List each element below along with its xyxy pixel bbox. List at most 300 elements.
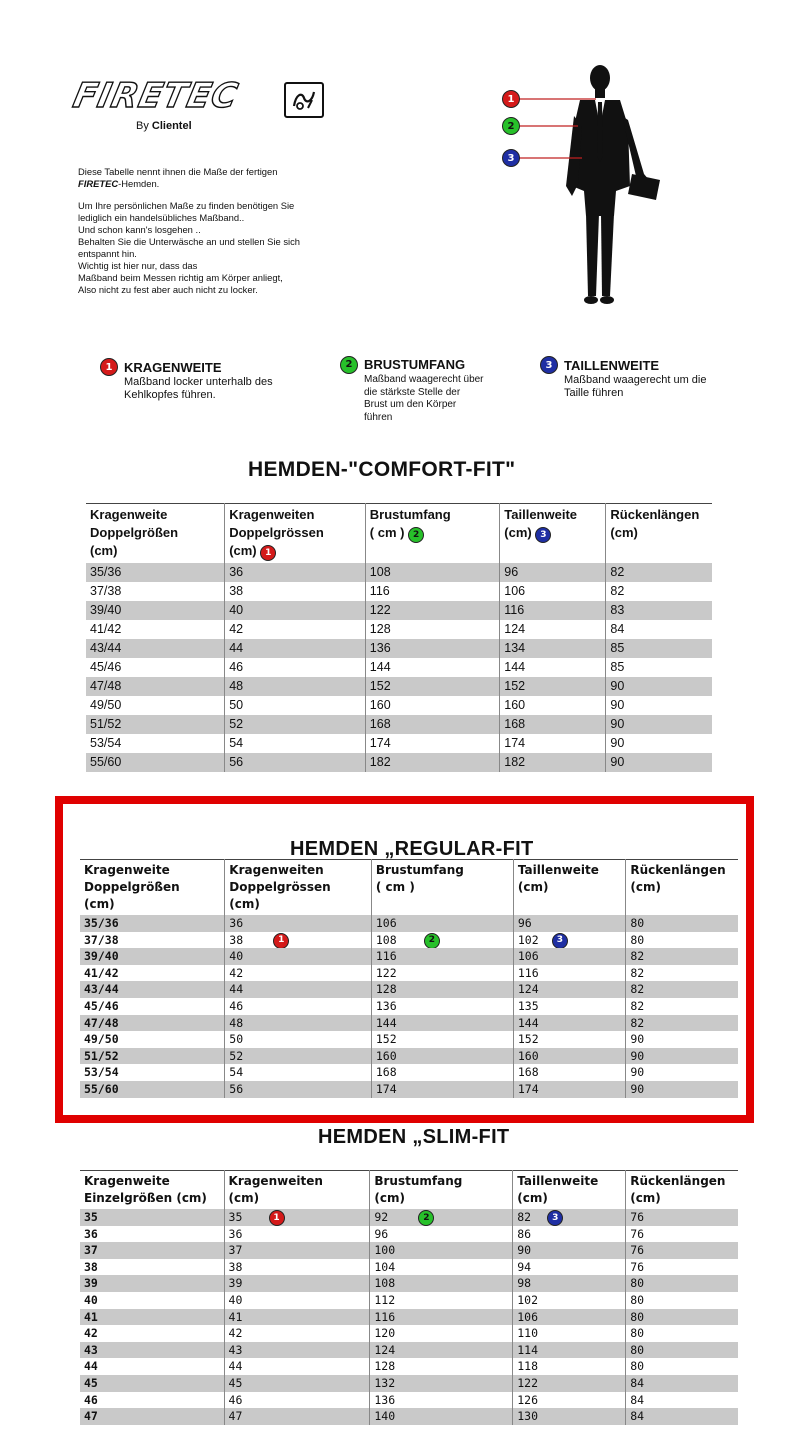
table-cell — [86, 658, 225, 677]
cell-value: 50 — [229, 698, 244, 712]
column-header — [225, 504, 366, 564]
cell-value: 116 — [517, 965, 539, 980]
cell-value: 82 — [630, 1015, 645, 1030]
table-cell — [365, 658, 499, 677]
cell-value: 152 — [369, 679, 391, 693]
slim-fit-table — [80, 1170, 738, 1425]
table-cell — [80, 1209, 224, 1226]
table-cell — [513, 932, 626, 949]
marker-3-icon: 3 — [547, 1210, 563, 1226]
table-row — [86, 734, 712, 753]
cell-value: 108 — [369, 565, 391, 579]
table-cell — [225, 639, 366, 658]
table-cell — [606, 620, 712, 639]
cell-value: 50 — [229, 1032, 244, 1047]
column-header-line: Taillenweite — [504, 507, 578, 522]
cell-value: 160 — [504, 698, 526, 712]
cell-value: 82 — [630, 965, 645, 980]
cell-value: 41 — [84, 1309, 98, 1324]
table-cell — [371, 1031, 513, 1048]
cell-value: 108 — [374, 1276, 396, 1291]
table-cell — [80, 965, 225, 982]
cell-value: 126 — [517, 1392, 539, 1407]
table-cell — [500, 658, 606, 677]
column-header — [626, 860, 738, 916]
cell-value: 43 — [228, 1342, 243, 1357]
cell-value: 45 — [228, 1375, 243, 1390]
cell-value: 168 — [504, 717, 526, 731]
table-row — [80, 1031, 738, 1048]
intro-paragraph-2 — [78, 200, 368, 296]
comfort-fit-title: HEMDEN-"COMFORT-FIT" — [248, 458, 516, 481]
cell-value: 36 — [228, 1226, 243, 1241]
legend-desc-line: Maßband locker unterhalb des — [124, 376, 273, 388]
legend-taillenweite — [540, 356, 760, 400]
cell-value: 168 — [375, 1065, 397, 1080]
column-header-line: (cm) — [610, 525, 638, 540]
cell-value: 136 — [375, 998, 397, 1013]
table-cell — [500, 753, 606, 772]
table-row — [80, 1275, 738, 1292]
cell-value: 39 — [228, 1276, 243, 1291]
table-cell — [513, 1292, 626, 1309]
table-cell — [365, 753, 499, 772]
byline-company: Clientel — [151, 120, 192, 132]
column-header — [365, 504, 499, 564]
marker-1-icon: 1 — [273, 933, 289, 949]
table-header-row — [80, 860, 738, 916]
cell-value: 76 — [630, 1259, 645, 1274]
cell-value: 46 — [228, 1392, 243, 1407]
cell-value: 122 — [517, 1375, 539, 1390]
table-cell — [80, 981, 225, 998]
cell-value: 43 — [84, 1342, 98, 1357]
table-cell — [371, 948, 513, 965]
cell-value: 48 — [229, 679, 244, 693]
table-cell — [225, 1015, 372, 1032]
column-header — [513, 1171, 626, 1210]
cell-value: 152 — [517, 1032, 539, 1047]
column-header-line: Kragenweiten — [228, 1174, 323, 1188]
cell-value: 51/52 — [84, 1048, 119, 1063]
column-header-line: Taillenweite — [517, 1174, 599, 1188]
table-row — [80, 915, 738, 932]
table-header-row — [80, 1171, 738, 1210]
table-cell — [80, 1226, 224, 1243]
intro-line-2: -Hemden. — [118, 178, 160, 189]
table-cell — [225, 948, 372, 965]
cell-value: 39/40 — [90, 603, 122, 617]
cell-value: 112 — [374, 1292, 396, 1307]
intro-line: Behalten Sie die Unterwäsche an und stellen Sie sich — [78, 236, 301, 247]
table-cell — [626, 965, 738, 982]
table-cell — [626, 1275, 738, 1292]
table-cell — [513, 915, 626, 932]
cell-value: 90 — [610, 736, 625, 750]
table-cell — [370, 1275, 513, 1292]
table-cell — [80, 1015, 225, 1032]
cell-value: 110 — [517, 1326, 539, 1341]
marker-3-icon: 3 — [502, 149, 520, 167]
cell-value: 144 — [504, 660, 526, 674]
cell-value: 35 — [84, 1210, 98, 1224]
cell-value: 53/54 — [84, 1065, 119, 1080]
cell-value: 44 — [228, 1359, 243, 1374]
table-cell — [513, 1226, 626, 1243]
table-cell — [626, 1081, 738, 1098]
column-header-line: Doppelgrössen — [229, 880, 331, 894]
table-cell — [80, 948, 225, 965]
table-cell — [626, 1325, 738, 1342]
legend-desc-line: Maßband waagerecht über — [364, 374, 484, 385]
column-header-line: (cm) — [630, 880, 661, 894]
table-cell — [370, 1342, 513, 1359]
cell-value: 37/38 — [90, 584, 122, 598]
table-cell — [626, 1375, 738, 1392]
cell-value: 40 — [229, 603, 244, 617]
cell-value: 84 — [610, 622, 625, 636]
cell-value: 35/36 — [84, 916, 119, 930]
cell-value: 54 — [229, 1065, 244, 1080]
marker-3-icon: 3 — [535, 527, 551, 543]
table-cell — [371, 1015, 513, 1032]
legend-description — [564, 374, 760, 400]
table-row — [80, 1081, 738, 1098]
cell-value: 46 — [229, 660, 244, 674]
table-cell — [224, 1259, 370, 1276]
cell-value: 38 — [229, 584, 244, 598]
column-header-line: (cm) — [84, 897, 115, 911]
table-cell — [626, 915, 738, 932]
cell-value: 84 — [630, 1392, 645, 1407]
table-row — [86, 563, 712, 582]
intro-brand: FIRETEC — [78, 178, 119, 189]
cell-value: 90 — [630, 1032, 645, 1047]
table-cell — [371, 1064, 513, 1081]
cell-value: 42 — [229, 965, 244, 980]
table-cell — [80, 1031, 225, 1048]
table-cell — [513, 1081, 626, 1098]
table-cell — [513, 1408, 626, 1425]
cell-value: 134 — [504, 641, 526, 655]
cell-value: 41 — [228, 1309, 243, 1324]
column-header — [370, 1171, 513, 1210]
table-row — [80, 1064, 738, 1081]
table-cell — [80, 1064, 225, 1081]
table-cell — [225, 915, 372, 932]
table-cell — [225, 715, 366, 734]
table-cell — [80, 1309, 224, 1326]
regular-fit-title: HEMDEN „REGULAR-FIT — [290, 838, 534, 860]
cell-value: 136 — [374, 1392, 396, 1407]
cell-value: 182 — [369, 755, 391, 769]
table-cell — [80, 1408, 224, 1425]
cell-value: 92 — [374, 1210, 389, 1224]
table-cell — [513, 1342, 626, 1359]
column-header-line: Einzelgrößen (cm) — [84, 1191, 207, 1205]
cell-value: 35 — [228, 1210, 243, 1224]
table-cell — [370, 1325, 513, 1342]
cell-value: 124 — [374, 1342, 396, 1357]
table-cell — [606, 677, 712, 696]
table-row — [80, 1292, 738, 1309]
table-cell — [626, 1408, 738, 1425]
cell-value: 38 — [84, 1259, 98, 1274]
legend-desc-line: Brust um den Körper — [364, 399, 457, 410]
table-row — [86, 753, 712, 772]
legend-desc-line: Maßband waagerecht um die — [564, 374, 707, 386]
cell-value: 106 — [504, 584, 526, 598]
table-row — [80, 1408, 738, 1425]
table-cell — [225, 753, 366, 772]
table-cell — [365, 715, 499, 734]
table-cell — [80, 1358, 224, 1375]
cell-value: 56 — [229, 1081, 244, 1096]
table-cell — [370, 1259, 513, 1276]
table-row — [80, 998, 738, 1015]
table-cell — [224, 1325, 370, 1342]
cell-value: 84 — [630, 1409, 645, 1424]
table-cell — [80, 1325, 224, 1342]
cell-value: 116 — [375, 949, 397, 964]
table-cell — [80, 1081, 225, 1098]
table-cell — [513, 1375, 626, 1392]
table-row — [80, 1375, 738, 1392]
marker-2-icon: 2 — [424, 933, 440, 949]
table-cell — [224, 1375, 370, 1392]
cell-value: 47 — [84, 1409, 98, 1424]
table-row — [86, 677, 712, 696]
cell-value: 82 — [610, 565, 625, 579]
table-cell — [224, 1242, 370, 1259]
legend-desc-line: Taille führen — [564, 387, 624, 399]
cell-value: 160 — [369, 698, 391, 712]
marker-3-icon: 3 — [552, 933, 568, 949]
cell-value: 124 — [517, 982, 539, 997]
cell-value: 174 — [517, 1081, 539, 1096]
column-header — [86, 504, 225, 564]
legend-desc-line: Kehlkopfes führen. — [124, 389, 216, 401]
legend-desc-line: führen — [364, 411, 393, 423]
table-cell — [370, 1242, 513, 1259]
legend-title: BRUSTUMFANG — [364, 356, 466, 372]
marker-2-icon: 2 — [502, 117, 520, 135]
table-cell — [86, 563, 225, 582]
table-cell — [513, 1242, 626, 1259]
cell-value: 90 — [610, 717, 625, 731]
logo-byline — [136, 120, 192, 132]
table-cell — [225, 998, 372, 1015]
table-cell — [225, 620, 366, 639]
table-cell — [371, 998, 513, 1015]
cell-value: 82 — [517, 1210, 532, 1224]
cell-value: 90 — [630, 1081, 645, 1096]
cell-value: 174 — [504, 736, 526, 750]
table-cell — [606, 696, 712, 715]
cell-value: 47/48 — [90, 679, 122, 693]
cell-value: 144 — [517, 1015, 539, 1030]
table-cell — [626, 981, 738, 998]
table-cell — [606, 563, 712, 582]
cell-value: 55/60 — [84, 1081, 119, 1096]
table-cell — [626, 1064, 738, 1081]
table-cell — [224, 1292, 370, 1309]
table-row — [86, 639, 712, 658]
cell-value: 118 — [517, 1359, 539, 1374]
table-cell — [513, 1309, 626, 1326]
cell-value: 83 — [610, 603, 625, 617]
cell-value: 44 — [84, 1359, 98, 1374]
cell-value: 108 — [375, 932, 397, 947]
cell-value: 90 — [610, 698, 625, 712]
table-cell — [626, 948, 738, 965]
table-cell — [626, 1015, 738, 1032]
column-header — [513, 860, 626, 916]
table-cell — [513, 1392, 626, 1409]
cell-value: 37/38 — [84, 932, 119, 947]
cell-value: 47/48 — [84, 1015, 119, 1030]
table-cell — [80, 998, 225, 1015]
table-cell — [606, 639, 712, 658]
table-row — [80, 948, 738, 965]
cell-value: 168 — [369, 717, 391, 731]
table-cell — [225, 601, 366, 620]
table-cell — [606, 715, 712, 734]
marker-2-icon: 2 — [340, 356, 358, 374]
column-header-line: (cm) — [630, 1191, 661, 1205]
comfort-fit-table — [86, 503, 712, 772]
table-row — [80, 1015, 738, 1032]
cell-value: 44 — [229, 641, 244, 655]
cell-value: 80 — [630, 1276, 645, 1291]
column-header-line: Rückenlängen — [610, 507, 700, 522]
table-cell — [513, 1031, 626, 1048]
table-cell — [626, 1292, 738, 1309]
intro-line: Wichtig ist hier nur, dass das — [78, 260, 198, 271]
cell-value: 76 — [630, 1243, 645, 1258]
table-row — [80, 1209, 738, 1226]
cell-value: 102 — [517, 1292, 539, 1307]
table-cell — [370, 1209, 513, 1226]
intro-paragraph-1 — [78, 166, 368, 190]
table-cell — [500, 582, 606, 601]
marker-1-icon: 1 — [260, 545, 276, 561]
column-header-line: Brustumfang — [374, 1174, 463, 1188]
cell-value: 49/50 — [90, 698, 122, 712]
cell-value: 116 — [374, 1309, 396, 1324]
cell-value: 96 — [374, 1226, 389, 1241]
table-cell — [626, 1242, 738, 1259]
cell-value: 45 — [84, 1375, 98, 1390]
table-cell — [86, 753, 225, 772]
cell-value: 152 — [375, 1032, 397, 1047]
legend-title: TAILLENWEITE — [564, 357, 660, 373]
table-cell — [371, 915, 513, 932]
cell-value: 132 — [374, 1375, 396, 1390]
firetec-logo — [69, 76, 334, 136]
table-cell — [371, 981, 513, 998]
legend-kragenweite — [100, 358, 320, 402]
table-cell — [224, 1392, 370, 1409]
table-cell — [626, 1031, 738, 1048]
cell-value: 90 — [610, 679, 625, 693]
table-cell — [365, 582, 499, 601]
cell-value: 51/52 — [90, 717, 122, 731]
table-cell — [224, 1309, 370, 1326]
table-row — [80, 1358, 738, 1375]
cell-value: 174 — [375, 1081, 397, 1096]
table-cell — [225, 563, 366, 582]
column-header-line: Kragenweite — [84, 863, 170, 877]
table-row — [80, 1392, 738, 1409]
table-cell — [225, 582, 366, 601]
table-cell — [626, 1309, 738, 1326]
table-cell — [513, 1358, 626, 1375]
column-header-line: (cm) — [374, 1191, 405, 1205]
cell-value: 96 — [504, 565, 519, 579]
table-cell — [86, 620, 225, 639]
cell-value: 100 — [374, 1243, 396, 1258]
cell-value: 39 — [84, 1276, 98, 1291]
cell-value: 42 — [84, 1326, 98, 1341]
cell-value: 144 — [375, 1015, 397, 1030]
column-header-line: Kragenweite — [90, 507, 168, 522]
cell-value: 90 — [630, 1065, 645, 1080]
cell-value: 43/44 — [84, 982, 119, 997]
cell-value: 86 — [517, 1226, 532, 1241]
table-cell — [606, 753, 712, 772]
intro-line: entspannt hin. — [78, 248, 137, 259]
cell-value: 116 — [369, 584, 390, 598]
cell-value: 120 — [374, 1326, 396, 1341]
table-cell — [513, 1209, 626, 1226]
table-cell — [80, 1048, 225, 1065]
cell-value: 96 — [517, 916, 532, 930]
table-row — [80, 1309, 738, 1326]
cell-value: 152 — [504, 679, 526, 693]
legend-description — [364, 374, 530, 424]
table-cell — [606, 601, 712, 620]
table-cell — [500, 601, 606, 620]
intro-line-1: Diese Tabelle nennt ihnen die Maße der fertigen — [78, 166, 278, 177]
table-row — [80, 965, 738, 982]
cell-value: 168 — [517, 1065, 539, 1080]
table-row — [80, 1259, 738, 1276]
column-header-line: Doppelgrößen — [84, 880, 180, 894]
cell-value: 43/44 — [90, 641, 122, 655]
marker-2-icon: 2 — [408, 527, 424, 543]
cell-value: 52 — [229, 1048, 244, 1063]
cell-value: 80 — [630, 1292, 645, 1307]
column-header — [606, 504, 712, 564]
table-cell — [500, 734, 606, 753]
table-cell — [80, 1292, 224, 1309]
intro-text — [78, 166, 368, 306]
cell-value: 144 — [369, 660, 391, 674]
table-cell — [626, 1048, 738, 1065]
marker-1-icon: 1 — [502, 90, 520, 108]
table-cell — [513, 948, 626, 965]
table-cell — [365, 601, 499, 620]
column-header — [626, 1171, 738, 1210]
table-cell — [606, 582, 712, 601]
table-row — [80, 1048, 738, 1065]
cell-value: 82 — [630, 998, 645, 1013]
column-header — [371, 860, 513, 916]
cell-value: 42 — [228, 1326, 243, 1341]
column-header-line: Rückenlängen — [630, 1174, 726, 1188]
table-cell — [513, 981, 626, 998]
